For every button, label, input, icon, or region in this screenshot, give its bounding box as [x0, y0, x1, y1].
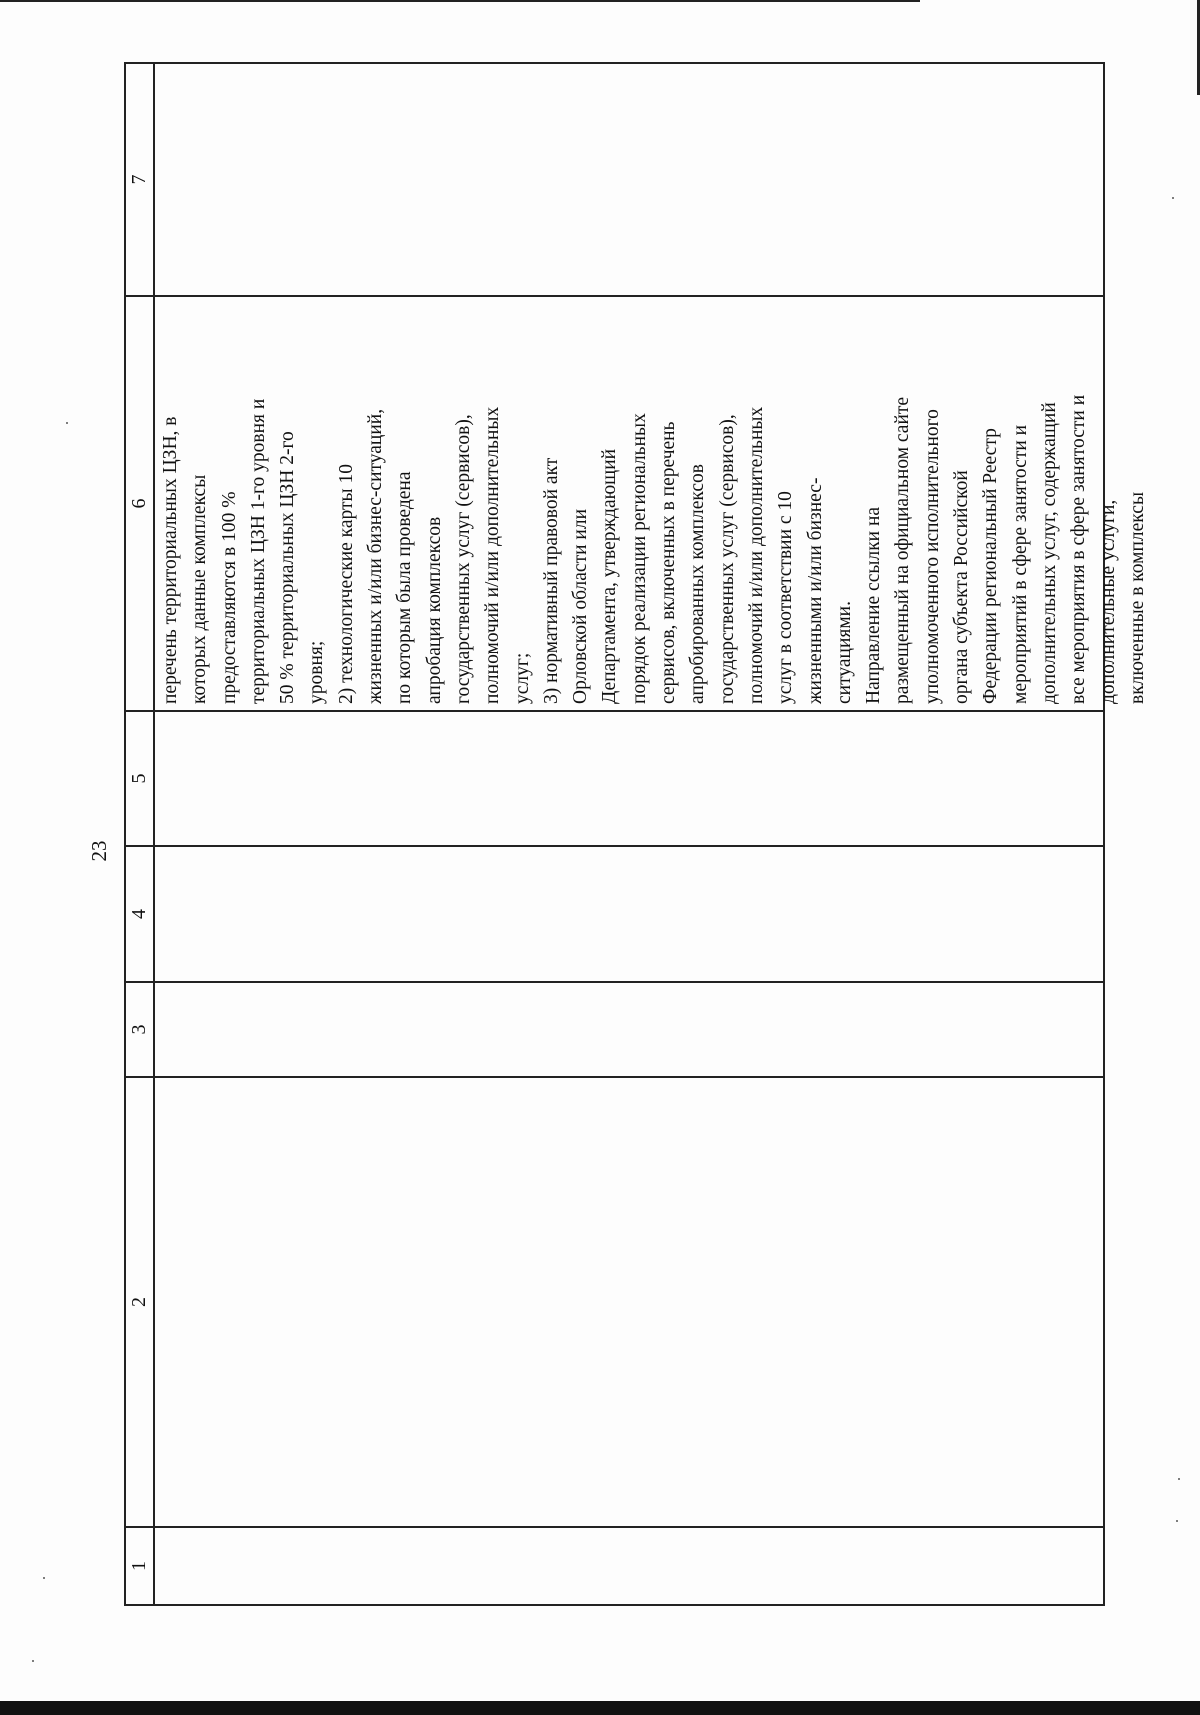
text-line: порядок реализации региональных: [628, 413, 650, 704]
text-line: полномочий и/или дополнительных: [482, 406, 504, 704]
scan-speck: [1176, 1520, 1178, 1522]
rotated-table: [124, 64, 1148, 1606]
text-line: ситуациями.: [833, 601, 855, 704]
text-line: апробированных комплексов: [687, 463, 709, 704]
column-number-4: 4: [125, 846, 154, 982]
cell-col-6: [154, 296, 1148, 711]
text-line: по которым была проведена: [394, 471, 416, 704]
text-line: услуг;: [511, 652, 533, 704]
text-line: 50 % территориальных ЦЗН 2-го: [277, 431, 299, 704]
text-line: услуг в соответствии с 10: [775, 491, 797, 704]
text-line: государственных услуг (сервисов),: [452, 414, 474, 704]
text-line: Федерации региональный Реестр: [980, 428, 1002, 704]
cell-col-2: [154, 1077, 1104, 1527]
text-line: жизненными и/или бизнес-: [804, 477, 826, 704]
text-line: 3) нормативный правовой акт: [540, 457, 562, 704]
column-number-3: 3: [125, 982, 154, 1077]
document-table: [124, 62, 1148, 1606]
text-line: жизненных и/или бизнес-ситуаций,: [365, 408, 387, 704]
text-line: все мероприятия в сфере занятости и: [1068, 394, 1090, 704]
text-line: размещенный на официальном сайте: [892, 396, 914, 704]
text-line: уровня;: [306, 640, 328, 704]
text-line: 2) технологические карты 10: [335, 464, 357, 704]
scan-speck: [1178, 1478, 1180, 1480]
text-line: государственных услуг (сервисов),: [716, 414, 738, 704]
text-line: сервисов, включенных в перечень: [658, 421, 680, 704]
text-line: предоставляются в 100 %: [218, 491, 240, 704]
column-number-5: 5: [125, 711, 154, 846]
scan-speck: [66, 422, 68, 424]
page-number: 23: [87, 840, 111, 862]
scan-edge-top: [0, 0, 920, 2]
scan-edge-bottom: [0, 1701, 1200, 1715]
scan-speck: [1172, 197, 1174, 199]
text-line: Орловской области или: [570, 508, 592, 704]
text-line: уполномоченного исполнительного: [921, 409, 943, 704]
column-number-6: 6: [125, 296, 154, 711]
text-line: апробация комплексов: [423, 516, 445, 704]
cell-col-7: [154, 63, 1104, 296]
text-line: органа субъекта Российской: [951, 470, 973, 704]
table-row: [154, 63, 1104, 1605]
column-number-1: 1: [125, 1527, 154, 1605]
text-line: перечень территориальных ЦЗН, в: [160, 416, 181, 704]
text-line: полномочий и/или дополнительных: [745, 406, 767, 704]
text-line: которых данные комплексы: [189, 474, 211, 704]
text-line: дополнительные услуги,: [1097, 499, 1119, 704]
text-line: мероприятий в сфере занятости и: [1009, 424, 1031, 704]
cell-col-4: [154, 846, 1104, 982]
cell-col-5: [154, 711, 1104, 846]
cell-col-3: [154, 982, 1104, 1077]
column-number-row: [125, 63, 154, 1605]
text-line: дополнительных услуг, содержащий: [1038, 402, 1060, 704]
text-line: включенные в комплексы: [1126, 491, 1148, 704]
cell-col-6-text: [155, 297, 1148, 710]
column-number-7: 7: [125, 63, 154, 296]
scan-speck: [32, 1660, 34, 1662]
text-line: Департамента, утверждающий: [599, 448, 621, 704]
scan-speck: [43, 1577, 45, 1579]
text-line: территориальных ЦЗН 1-го уровня и: [247, 398, 269, 704]
column-number-2: 2: [125, 1077, 154, 1527]
cell-col-1: [154, 1527, 1104, 1605]
text-line: Направление ссылки на: [863, 506, 885, 704]
